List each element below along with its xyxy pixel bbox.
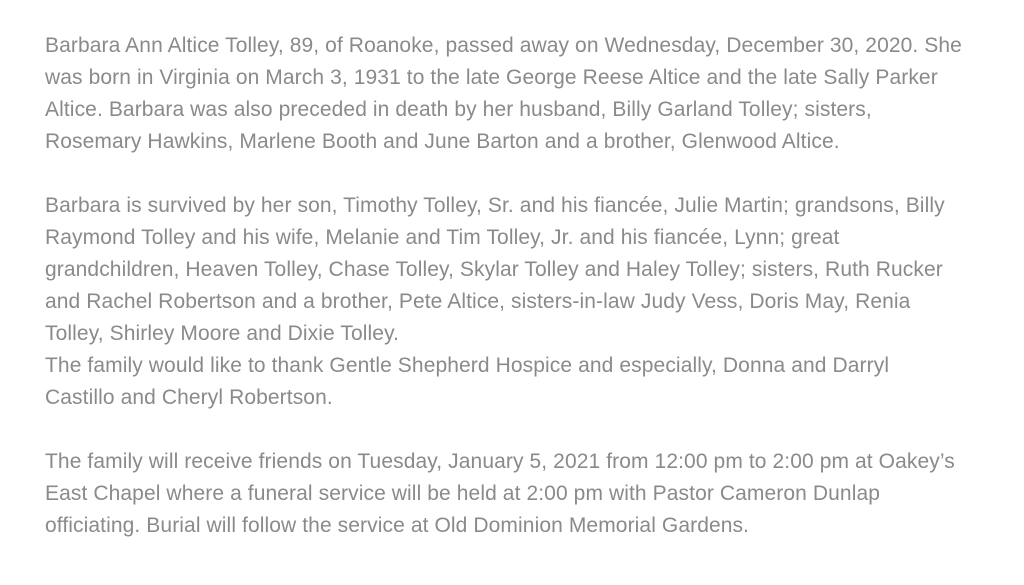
- obituary-paragraph-intro: [45, 30, 1005, 158]
- text-line: was born in Virginia on March 3, 1931 to the late George Reese Altice and the late Sally Parker: [45, 66, 938, 89]
- text-line: grandchildren, Heaven Tolley, Chase Tolley, Skylar Tolley and Haley Tolley; sisters, Ruth Rucker: [45, 258, 943, 281]
- text-line: Barbara is survived by her son, Timothy Tolley, Sr. and his fiancée, Julie Martin; grandsons, Billy: [45, 194, 945, 217]
- text-line: Altice. Barbara was also preceded in death by her husband, Billy Garland Tolley; sisters,: [45, 98, 872, 121]
- text-line: Rosemary Hawkins, Marlene Booth and June Barton and a brother, Glenwood Altice.: [45, 130, 840, 153]
- text-line: Barbara Ann Altice Tolley, 89, of Roanoke, passed away on Wednesday, December 30, 2020. She: [45, 34, 962, 57]
- text-line: and Rachel Robertson and a brother, Pete Altice, sisters-in-law Judy Vess, Doris May, Renia: [45, 290, 911, 313]
- obituary-paragraph-survivors: [45, 190, 1005, 414]
- text-line: officiating. Burial will follow the service at Old Dominion Memorial Gardens.: [45, 514, 750, 537]
- text-line: Tolley, Shirley Moore and Dixie Tolley.: [45, 322, 400, 345]
- obituary-text-body: [45, 30, 1005, 542]
- text-line: East Chapel where a funeral service will be held at 2:00 pm with Pastor Cameron Dunlap: [45, 482, 881, 505]
- text-line: Raymond Tolley and his wife, Melanie and Tim Tolley, Jr. and his fiancée, Lynn; great: [45, 226, 840, 249]
- text-line: The family would like to thank Gentle Shepherd Hospice and especially, Donna and Darryl: [45, 354, 890, 377]
- text-line: Castillo and Cheryl Robertson.: [45, 386, 333, 409]
- obituary-paragraph-services: [45, 446, 1005, 542]
- text-line: The family will receive friends on Tuesday, January 5, 2021 from 12:00 pm to 2:00 pm at Oakey’s: [45, 450, 955, 473]
